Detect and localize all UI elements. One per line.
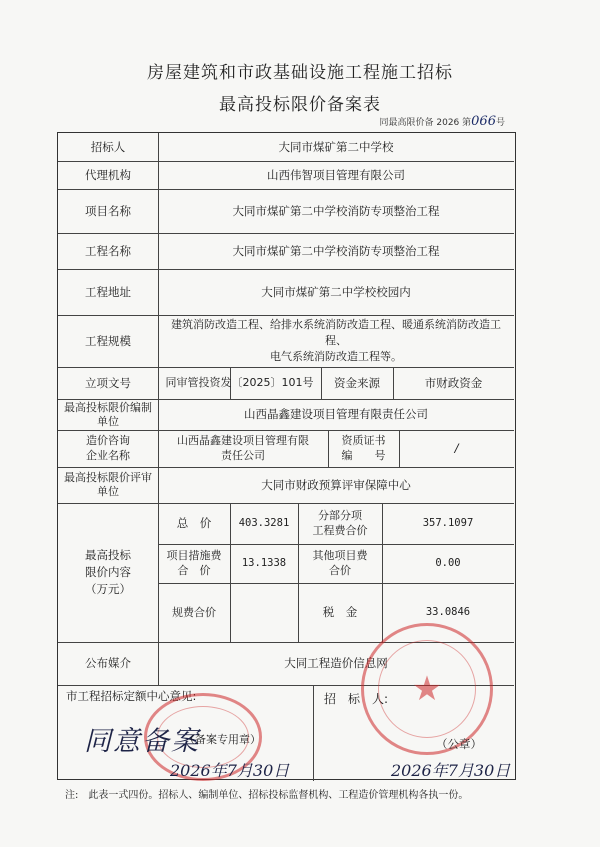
reviewer-label-line1: 最高投标限价评审 (64, 471, 152, 485)
cert-label-line2: 编 号 (341, 448, 386, 462)
compiler-label (58, 399, 158, 430)
compiler-label-line2: 单位 (97, 414, 119, 428)
form-title-line1: 房屋建筑和市政基础设施工程施工招标 (147, 63, 453, 83)
scale-value (158, 315, 514, 367)
approval-label: 立项文号 (85, 375, 131, 390)
address-label: 工程地址 (85, 284, 131, 299)
subitem-label (298, 503, 382, 544)
consult-value-line2: 责任公司 (221, 448, 265, 462)
fee-value (230, 583, 298, 642)
record-number-suffix: 号 (495, 118, 505, 128)
agency-label: 代理机构 (85, 167, 131, 182)
price-content-label-line1: 最高投标 (85, 547, 131, 562)
cert-label-line1: 资质证书 (341, 434, 386, 448)
subitem-label-line1: 分部分项 (318, 509, 362, 523)
scale-line-1: 建筑消防改造工程、给排水系统消防改造工程、暖通系统消防改造工程、 (171, 318, 501, 348)
tax-label: 税 金 (322, 605, 358, 620)
price-content-label (58, 503, 158, 642)
total-price-label: 总 价 (176, 516, 212, 531)
fee-label: 规费合价 (172, 605, 216, 619)
consult-value-line1: 山西晶鑫建设项目管理有限 (177, 434, 309, 448)
record-table (57, 132, 516, 780)
project-name-label: 项目名称 (85, 203, 131, 218)
funding-label: 资金来源 (334, 375, 380, 390)
record-number-handwritten: 066 (471, 114, 496, 129)
tenderer-label: 招标人 (90, 139, 126, 154)
work-name-label: 工程名称 (85, 243, 131, 258)
work-name-value: 大同市煤矿第二中学校消防专项整治工程 (232, 243, 440, 258)
reviewer-value: 大同市财政预算评审保障中心 (261, 477, 411, 492)
other-label-line1: 其他项目费 (312, 549, 368, 563)
footnote: 注: 此表一式四份。招标人、编制单位、招标投标监督机构、工程造价管理机构各执一份。 (65, 790, 469, 801)
form-title-line2: 最高投标限价备案表 (219, 95, 381, 115)
compiler-value: 山西晶鑫建设项目管理有限责任公司 (244, 407, 428, 422)
tenderer-sign-title: 招 标 人: (324, 692, 389, 706)
consult-label-line1: 造价咨询 (86, 434, 130, 448)
compiler-label-line1: 最高投标限价编制 (64, 401, 152, 415)
center-opinion-title: 市工程招标定额中心意见: (66, 689, 197, 703)
filing-seal-note: （备案专用章） (184, 733, 261, 746)
consult-label (58, 430, 158, 467)
other-label-line2: 合价 (329, 563, 351, 577)
funding-value: 市财政资金 (424, 375, 483, 390)
measure-value: 13.1338 (241, 556, 287, 569)
seal-star-icon: ★ (411, 669, 443, 709)
record-number-prefix: 同最高限价备 2026 第 (379, 118, 472, 128)
consult-label-line2: 企业名称 (86, 448, 130, 462)
project-name-value: 大同市煤矿第二中学校消防专项整治工程 (232, 203, 440, 218)
agency-value: 山西伟智项目管理有限公司 (267, 167, 405, 182)
media-label: 公布媒介 (85, 656, 131, 671)
record-number (380, 114, 505, 129)
official-seal-note: （公章） (436, 737, 482, 751)
tax-value: 33.0846 (425, 605, 471, 618)
tenderer-value: 大同市煤矿第二中学校 (278, 139, 394, 154)
scale-line-2: 电气系统消防改造工程等。 (270, 349, 402, 363)
subitem-label-line2: 工程费合价 (312, 523, 368, 537)
center-sign-date: 2026年7月30日 (170, 761, 290, 780)
price-content-label-line3: （万元） (85, 582, 131, 597)
reviewer-label (58, 467, 158, 503)
cert-value: / (454, 441, 459, 456)
address-value: 大同市煤矿第二中学校校园内 (261, 284, 411, 299)
cert-label (328, 430, 399, 467)
price-content-label-line2: 限价内容 (85, 564, 131, 579)
tenderer-sign-date: 2026年7月30日 (391, 761, 511, 780)
other-value: 0.00 (435, 556, 461, 569)
reviewer-label-line2: 单位 (97, 485, 119, 498)
other-label (298, 544, 382, 583)
approval-signature: 同意备案 (84, 726, 200, 757)
measure-label-line1: 项目措施费 (166, 549, 222, 563)
approval-value: 同审管投资发〔2025〕101号 (165, 376, 314, 390)
measure-label-line2: 合 价 (177, 563, 211, 577)
measure-label (158, 544, 230, 583)
scale-label: 工程规模 (85, 333, 131, 348)
consult-value (158, 430, 328, 467)
subitem-value: 357.1097 (422, 516, 474, 529)
total-price-value: 403.3281 (238, 516, 290, 529)
media-value: 大同工程造价信息网 (284, 656, 388, 671)
